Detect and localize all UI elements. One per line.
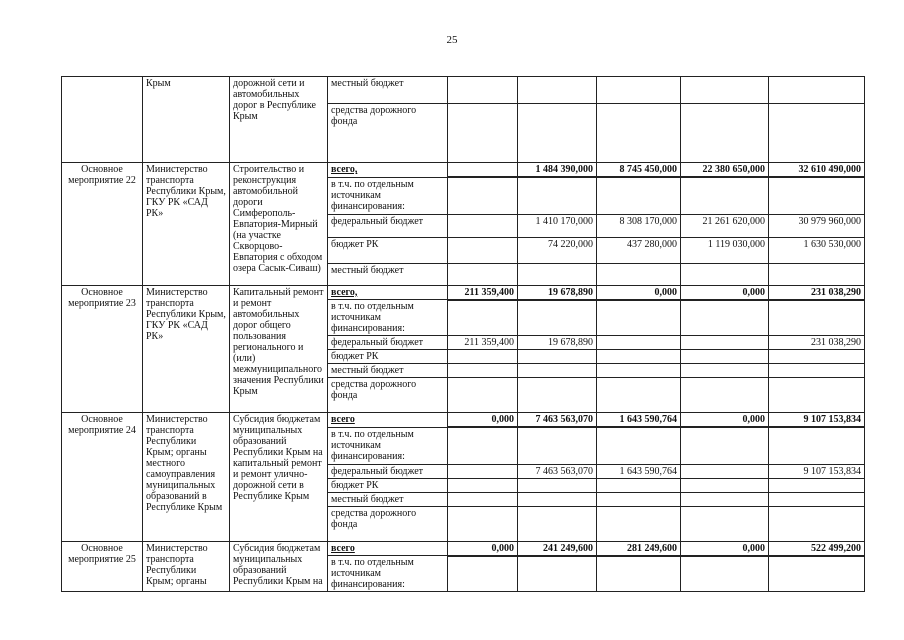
amount-cell xyxy=(681,364,769,378)
amount-cell xyxy=(448,364,518,378)
responsible-executor: Крым xyxy=(143,77,230,163)
amount-cell xyxy=(448,104,518,163)
responsible-executor: Министерство транспорта Республики Крым; органы местного самоуправления муниципальных образований в Республике Крым xyxy=(143,413,230,542)
amount-cell xyxy=(597,364,681,378)
amount-cell: 8 745 450,000 xyxy=(597,163,681,178)
amount-cell: 7 463 563,070 xyxy=(518,413,597,428)
funding-source: бюджет РК xyxy=(328,478,448,492)
amount-cell xyxy=(597,506,681,541)
funding-source: бюджет РК xyxy=(328,350,448,364)
amount-cell xyxy=(681,427,769,464)
amount-cell: 437 280,000 xyxy=(597,237,681,263)
amount-cell xyxy=(448,177,518,214)
funding-source: бюджет РК xyxy=(328,237,448,263)
measure-number-cell xyxy=(62,541,143,592)
amount-cell xyxy=(448,263,518,285)
amount-cell: 74 220,000 xyxy=(518,237,597,263)
table-row xyxy=(62,163,865,178)
funding-source: всего xyxy=(328,413,448,428)
amount-cell xyxy=(518,378,597,413)
amount-cell: 9 107 153,834 xyxy=(769,413,865,428)
amount-cell: 7 463 563,070 xyxy=(518,464,597,478)
amount-cell xyxy=(518,427,597,464)
amount-cell: 19 678,890 xyxy=(518,336,597,350)
table-row xyxy=(62,413,865,428)
amount-cell xyxy=(681,336,769,350)
amount-cell: 231 038,290 xyxy=(769,285,865,300)
amount-cell xyxy=(518,77,597,104)
amount-cell: 0,000 xyxy=(448,413,518,428)
amount-cell xyxy=(448,506,518,541)
amount-cell xyxy=(769,556,865,592)
amount-cell: 1 643 590,764 xyxy=(597,464,681,478)
responsible-executor: Министерство транспорта Республики Крым, ГКУ РК «САД РК» xyxy=(143,285,230,413)
amount-cell xyxy=(681,478,769,492)
amount-cell xyxy=(518,300,597,336)
funding-source: местный бюджет xyxy=(328,492,448,506)
amount-cell xyxy=(448,300,518,336)
amount-cell xyxy=(681,350,769,364)
funding-source: средства дорожного фонда xyxy=(328,378,448,413)
amount-cell: 211 359,400 xyxy=(448,336,518,350)
funding-source: всего, xyxy=(328,285,448,300)
amount-cell xyxy=(681,556,769,592)
amount-cell xyxy=(448,214,518,237)
amount-cell xyxy=(448,478,518,492)
funding-source: в т.ч. по отдельным источникам финансирования: xyxy=(328,427,448,464)
amount-cell xyxy=(448,464,518,478)
amount-cell: 231 038,290 xyxy=(769,336,865,350)
amount-cell xyxy=(769,77,865,104)
measure-name: Субсидия бюджетам муниципальных образований Республики Крым на капитальный ремонт и ремонт улично-дорожной сети в Республике Крым xyxy=(230,413,328,542)
amount-cell xyxy=(681,378,769,413)
amount-cell: 522 499,200 xyxy=(769,541,865,556)
amount-cell xyxy=(681,506,769,541)
funding-source: местный бюджет xyxy=(328,263,448,285)
amount-cell: 22 380 650,000 xyxy=(681,163,769,178)
amount-cell: 241 249,600 xyxy=(518,541,597,556)
amount-cell xyxy=(448,492,518,506)
amount-cell xyxy=(769,506,865,541)
amount-cell xyxy=(769,104,865,163)
measure-number-cell xyxy=(62,163,143,286)
amount-cell xyxy=(681,104,769,163)
amount-cell xyxy=(769,263,865,285)
table-row xyxy=(62,77,865,104)
amount-cell xyxy=(518,556,597,592)
funding-source: федеральный бюджет xyxy=(328,336,448,350)
amount-cell xyxy=(448,350,518,364)
amount-cell xyxy=(769,177,865,214)
measure-number: Основное мероприятие 23 xyxy=(68,286,136,309)
measure-number-cell xyxy=(62,285,143,413)
amount-cell xyxy=(769,300,865,336)
amount-cell xyxy=(597,177,681,214)
amount-cell xyxy=(681,464,769,478)
amount-cell: 0,000 xyxy=(597,285,681,300)
amount-cell: 30 979 960,000 xyxy=(769,214,865,237)
amount-cell: 21 261 620,000 xyxy=(681,214,769,237)
amount-cell xyxy=(518,492,597,506)
funding-source: федеральный бюджет xyxy=(328,214,448,237)
funding-source: местный бюджет xyxy=(328,77,448,104)
measure-number: Основное мероприятие 22 xyxy=(68,164,136,186)
measure-number-cell xyxy=(62,413,143,542)
amount-cell: 0,000 xyxy=(681,285,769,300)
funding-source: в т.ч. по отдельным источникам финансирования: xyxy=(328,556,448,592)
table-row xyxy=(62,541,865,556)
amount-cell: 8 308 170,000 xyxy=(597,214,681,237)
amount-cell xyxy=(448,77,518,104)
amount-cell xyxy=(518,177,597,214)
amount-cell xyxy=(597,427,681,464)
funding-source: средства дорожного фонда xyxy=(328,104,448,163)
funding-source: в т.ч. по отдельным источникам финансирования: xyxy=(328,177,448,214)
amount-cell: 0,000 xyxy=(681,541,769,556)
amount-cell xyxy=(597,492,681,506)
amount-cell xyxy=(597,478,681,492)
amount-cell xyxy=(448,163,518,178)
amount-cell xyxy=(681,177,769,214)
funding-source: средства дорожного фонда xyxy=(328,506,448,541)
amount-cell xyxy=(518,478,597,492)
amount-cell xyxy=(597,350,681,364)
amount-cell: 19 678,890 xyxy=(518,285,597,300)
amount-cell xyxy=(518,350,597,364)
measure-name: Строительство и реконструкция автомобильной дороги Симферополь-Евпатория-Мирный (на участке Скворцово-Евпатория с обходом озера Сасык-Сиваш) xyxy=(230,163,328,286)
amount-cell xyxy=(597,263,681,285)
amount-cell xyxy=(448,427,518,464)
amount-cell: 32 610 490,000 xyxy=(769,163,865,178)
funding-source: в т.ч. по отдельным источникам финансирования: xyxy=(328,300,448,336)
measure-number: Основное мероприятие 24 xyxy=(68,414,136,436)
amount-cell: 1 119 030,000 xyxy=(681,237,769,263)
amount-cell xyxy=(518,506,597,541)
table-row xyxy=(62,285,865,300)
amount-cell xyxy=(597,378,681,413)
measure-name: Капитальный ремонт и ремонт автомобильных дорог общего пользования регионального и (или) межмуниципального значения Республики Крым xyxy=(230,285,328,413)
amount-cell xyxy=(448,378,518,413)
amount-cell xyxy=(518,263,597,285)
amount-cell: 0,000 xyxy=(681,413,769,428)
amount-cell xyxy=(681,263,769,285)
responsible-executor: Министерство транспорта Республики Крым, ГКУ РК «САД РК» xyxy=(143,163,230,286)
funding-source: всего, xyxy=(328,163,448,178)
amount-cell xyxy=(597,104,681,163)
page-number: 25 xyxy=(446,34,458,46)
amount-cell xyxy=(518,104,597,163)
amount-cell: 1 410 170,000 xyxy=(518,214,597,237)
amount-cell: 0,000 xyxy=(448,541,518,556)
amount-cell: 211 359,400 xyxy=(448,285,518,300)
amount-cell xyxy=(597,336,681,350)
amount-cell: 1 630 530,000 xyxy=(769,237,865,263)
amount-cell xyxy=(597,556,681,592)
funding-source: федеральный бюджет xyxy=(328,464,448,478)
amount-cell xyxy=(769,378,865,413)
funding-source: всего xyxy=(328,541,448,556)
amount-cell xyxy=(448,556,518,592)
amount-cell: 1 484 390,000 xyxy=(518,163,597,178)
budget-table xyxy=(61,76,865,592)
funding-source: местный бюджет xyxy=(328,364,448,378)
amount-cell xyxy=(769,350,865,364)
amount-cell: 1 643 590,764 xyxy=(597,413,681,428)
amount-cell xyxy=(769,478,865,492)
measure-name: дорожной сети и автомобильных дорог в Республике Крым xyxy=(230,77,328,163)
amount-cell xyxy=(518,364,597,378)
amount-cell xyxy=(769,492,865,506)
amount-cell xyxy=(769,427,865,464)
amount-cell xyxy=(597,300,681,336)
amount-cell: 9 107 153,834 xyxy=(769,464,865,478)
amount-cell xyxy=(597,77,681,104)
amount-cell: 281 249,600 xyxy=(597,541,681,556)
responsible-executor: Министерство транспорта Республики Крым; органы xyxy=(143,541,230,592)
amount-cell xyxy=(681,300,769,336)
amount-cell xyxy=(448,237,518,263)
measure-number-cell xyxy=(62,77,143,163)
measure-name: Субсидия бюджетам муниципальных образований Республики Крым на xyxy=(230,541,328,592)
amount-cell xyxy=(681,77,769,104)
amount-cell xyxy=(769,364,865,378)
amount-cell xyxy=(681,492,769,506)
measure-number: Основное мероприятие 25 xyxy=(68,542,136,565)
